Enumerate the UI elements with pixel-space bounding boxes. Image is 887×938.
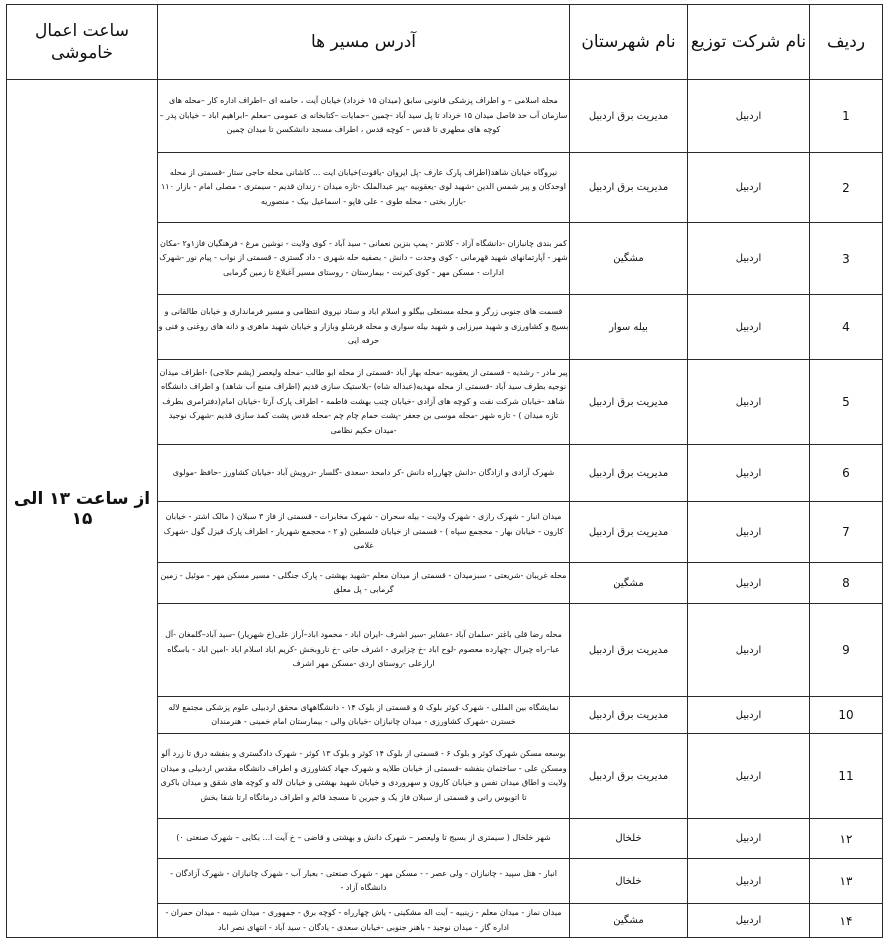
address-cell: بوسعه مسکن شهرک کوثر و بلوک ۶ - قسمتی از بلوک ۱۴ کوثر و بلوک ۱۳ کوثر - شهرک دادگستری و بنفشه درق تا زرد آلو ومسکن علی - ساختمان بنفشه -قسمتی از خیابان طلایه و شهرک جهاد کشاورزی و اطراف دانشگاه مقدس اردبیلی و میدان ولایت و اطاق میدان نفس و خیابان کارون و سهروردی و خیابان شهید بهشتی و خیابان لاله و کوچه های شقق و میدان باکری تا اتوبوس رانی و قسمتی از سبلان فاز یک و جیرین تا مسجد قائم و اطراف درمانگاه ارتا شفا بخش <box>158 734 570 819</box>
address-cell: میدان نماز - میدان معلم - زینبیه - آیت اله مشکینی - یاش چهارراه - کوچه برق - جمهوری - میدان شیبه - میدان حمران - اداره گاز - میدان نوجید - باهنر جنوبی -خیابان سعدی - یادگان - سید آباد - انتهای نصر اباد <box>158 904 570 938</box>
row-number: 2 <box>810 153 883 223</box>
header-hours: ساعت اعمال خاموشی <box>7 5 158 80</box>
row-number: 10 <box>810 697 883 734</box>
company-cell: اردبیل <box>688 80 810 153</box>
row-number: 4 <box>810 295 883 360</box>
row-number: 3 <box>810 223 883 295</box>
company-cell: اردبیل <box>688 697 810 734</box>
row-number: 8 <box>810 563 883 604</box>
city-cell: مدیریت برق اردبیل <box>570 360 688 445</box>
row-number: 9 <box>810 604 883 697</box>
city-cell: مدیریت برق اردبیل <box>570 604 688 697</box>
header-company: نام شرکت توزیع <box>688 5 810 80</box>
company-cell: اردبیل <box>688 734 810 819</box>
header-row-number: ردیف <box>810 5 883 80</box>
address-cell: نیروگاه خیابان شاهد(اطراف پارک عارف -پل ایروان -یاقوت)خیابان ایت ... کاشانی محله حاجی ستار -قسمتی از محله اوحدکان و پیر شمس الدین -شهید لوی -یعقوبیه -پیر عبدالملک -تازه میدان - زندان قدیم - سیمتری - مصلی امام - بازار ۱۱۰ -بازار بختی - محله طوی - علی قاپو - اسماعیل بیک - منصوریه <box>158 153 570 223</box>
address-cell: پیر مادر - رشدیه - قسمتی از یعقوبیه -محله بهار آباد -قسمتی از محله ابو طالب -محله ولیعصر (پشم حلاجی) -اطراف میدان نوجیه بطرف سید آباد -قسمتی از محله مهدیه(عبداله شاه) -بلاستیک سازی قدیم (اطراف منبع آب شاهد) و اطراف دانشگاه شاهد -خیابان شرکت نفت و کوچه های آزادی -خیابان چنب بهشت فاطمه - اطراف پارک آرتا -خیابان امام(دفترامری بطرف تازه میدان ) - تازه شهر -محله موسی بن جعفر -پشت حمام چام چم -محله قدس پشت کمد سازی قدیم -شهرک نوجید -میدان حکیم نظامی <box>158 360 570 445</box>
city-cell: مدیریت برق اردبیل <box>570 502 688 563</box>
address-cell: کمر بندی چانبازان -دانشگاه آزاد - کلانتر - پمپ بنزین نعمانی - سید آباد - کوی ولایت - نوشین مرغ - فرهنگیان فاز۱و۲ -مکان شهر - آپارتمانهای شهید قهرمانی - کوی وحدت - دانش - بصفیه حله شهری - داد گستری - قسمتی از نواب - پیام نور -شهرک ادارات - مسکن مهر - کوی کیرنت - بیمارستان - روستای مسیر آغبلاغ تا زمین گرمابی <box>158 223 570 295</box>
company-cell: اردبیل <box>688 904 810 938</box>
address-cell: انبار - هتل سپید - چانبازان - ولی عصر - - مسکن مهر - شهرک صنعتی - بعبار آب - شهرک چانبازان - شهرک آزادگان - دانشگاه آزاد - <box>158 859 570 904</box>
company-cell: اردبیل <box>688 223 810 295</box>
company-cell: اردبیل <box>688 445 810 502</box>
company-cell: اردبیل <box>688 604 810 697</box>
city-cell: بیله سوار <box>570 295 688 360</box>
company-cell: اردبیل <box>688 502 810 563</box>
header-address: آدرس مسیر ها <box>158 5 570 80</box>
outage-schedule-table <box>6 4 883 938</box>
address-cell: محله غریبان -شریعتی - سبزمیدان - قسمتی از میدان معلم -شهید بهشتی - پارک جنگلی - مسیر مسکن مهر - موئیل - زمین گرمابی - پل معلق <box>158 563 570 604</box>
city-cell: مدیریت برق اردبیل <box>570 153 688 223</box>
company-cell: اردبیل <box>688 295 810 360</box>
address-cell: محله اسلامی – و اطراف پزشکی قانونی سابق (میدان ۱۵ خرداد) خیابان آیت ، حامنه ای –اطراف اداره کار –محله های سازمان آب حد فاصل میدان ۱۵ خرداد تا پل سید آباد -چمین –حمایات –کتابخانه ی عمومی –معلم –ابراهیم اباد – خیابان پدر – کوچه های مطهری تا قدس – کوچه قدس ، اطراف مسجد دانشکسن تا میدان چمین <box>158 80 570 153</box>
city-cell: خلخال <box>570 819 688 859</box>
row-number: 11 <box>810 734 883 819</box>
city-cell: مشگین <box>570 563 688 604</box>
row-number: ۱۲ <box>810 819 883 859</box>
table-header-row <box>7 5 883 80</box>
address-cell: محله رضا قلی باغتر -سلمان آباد -عشایر -سیر اشرف -ایران اباد - محمود اباد–آراز علی(خ شهریار) -سید آباد–گلمغان -آل عبا–راه چیرال -چهارده معصوم -لوح اباد -خ چزایری - اشرف حاتی -خ ناروبخش -کریم اباد اسلام اباد -امین اباد - باسگاه ارازعلی -روستای اردی -مسکن مهر اشرف <box>158 604 570 697</box>
city-cell: مدیریت برق اردبیل <box>570 734 688 819</box>
address-cell: شهر خلخال ( سیمتری از بسیج تا ولیعصر – شهرک دانش و بهشتی و قاضی – خ آیت ا... بکایی – شهرک صنعتی ۰) <box>158 819 570 859</box>
city-cell: خلخال <box>570 859 688 904</box>
row-number: 5 <box>810 360 883 445</box>
row-number: 6 <box>810 445 883 502</box>
company-cell: اردبیل <box>688 360 810 445</box>
address-cell: نمایشگاه بین المللی - شهرک کوثر بلوک ۵ و قسمتی از بلوک ۱۴ - دانشگاههای محقق اردبیلی علوم پزشکی مجتمع لاله خسترن -شهرک کشاورزی - میدان چانبازان -خیابان والی - بیمارستان امام خمینی - هنرمندان <box>158 697 570 734</box>
row-number: 1 <box>810 80 883 153</box>
outage-hours-cell: از ساعت ۱۳ الی ۱۵ <box>7 80 158 938</box>
header-city: نام شهرستان <box>570 5 688 80</box>
city-cell: مدیریت برق اردبیل <box>570 697 688 734</box>
table-row <box>7 80 883 153</box>
row-number: ۱۴ <box>810 904 883 938</box>
address-cell: قسمت های جنوبی زرگر و محله مستعلی بیگلو و اسلام اباد و ستاد نیروی انتظامی و مسیر فرمانداری و خیابان طالقانی و بسیج و کشاورزی و شهید میرزایی و شهید بیله سواری و محله قرشلو وبازار و خیابان شهید ماهری و دانه های روغنی و فنی و حرفه ایی <box>158 295 570 360</box>
address-cell: میدان انبار - شهرک رازی - شهرک ولایت - بیله سحران - شهرک مخابرات - قسمتی از فاز ۳ سبلان ( مالک اشتر - خیابان کارون - خیابان بهار - محجمع سپاه ) - قسمتی از خیابان فلسطین (و ۲ - محجمع شهریار - اطراف پارک قیزل گول -شهرک غلامی <box>158 502 570 563</box>
company-cell: اردبیل <box>688 153 810 223</box>
city-cell: مشگین <box>570 904 688 938</box>
row-number: 7 <box>810 502 883 563</box>
company-cell: اردبیل <box>688 859 810 904</box>
address-cell: شهرک آزادی و ازادگان -دانش چهارراه دانش -کر دامحد -سعدی -گلسار -درویش آباد -خیابان کشاورز -حافظ -مولوی <box>158 445 570 502</box>
row-number: ۱۳ <box>810 859 883 904</box>
city-cell: مشگین <box>570 223 688 295</box>
city-cell: مدیریت برق اردبیل <box>570 80 688 153</box>
city-cell: مدیریت برق اردبیل <box>570 445 688 502</box>
company-cell: اردبیل <box>688 563 810 604</box>
company-cell: اردبیل <box>688 819 810 859</box>
